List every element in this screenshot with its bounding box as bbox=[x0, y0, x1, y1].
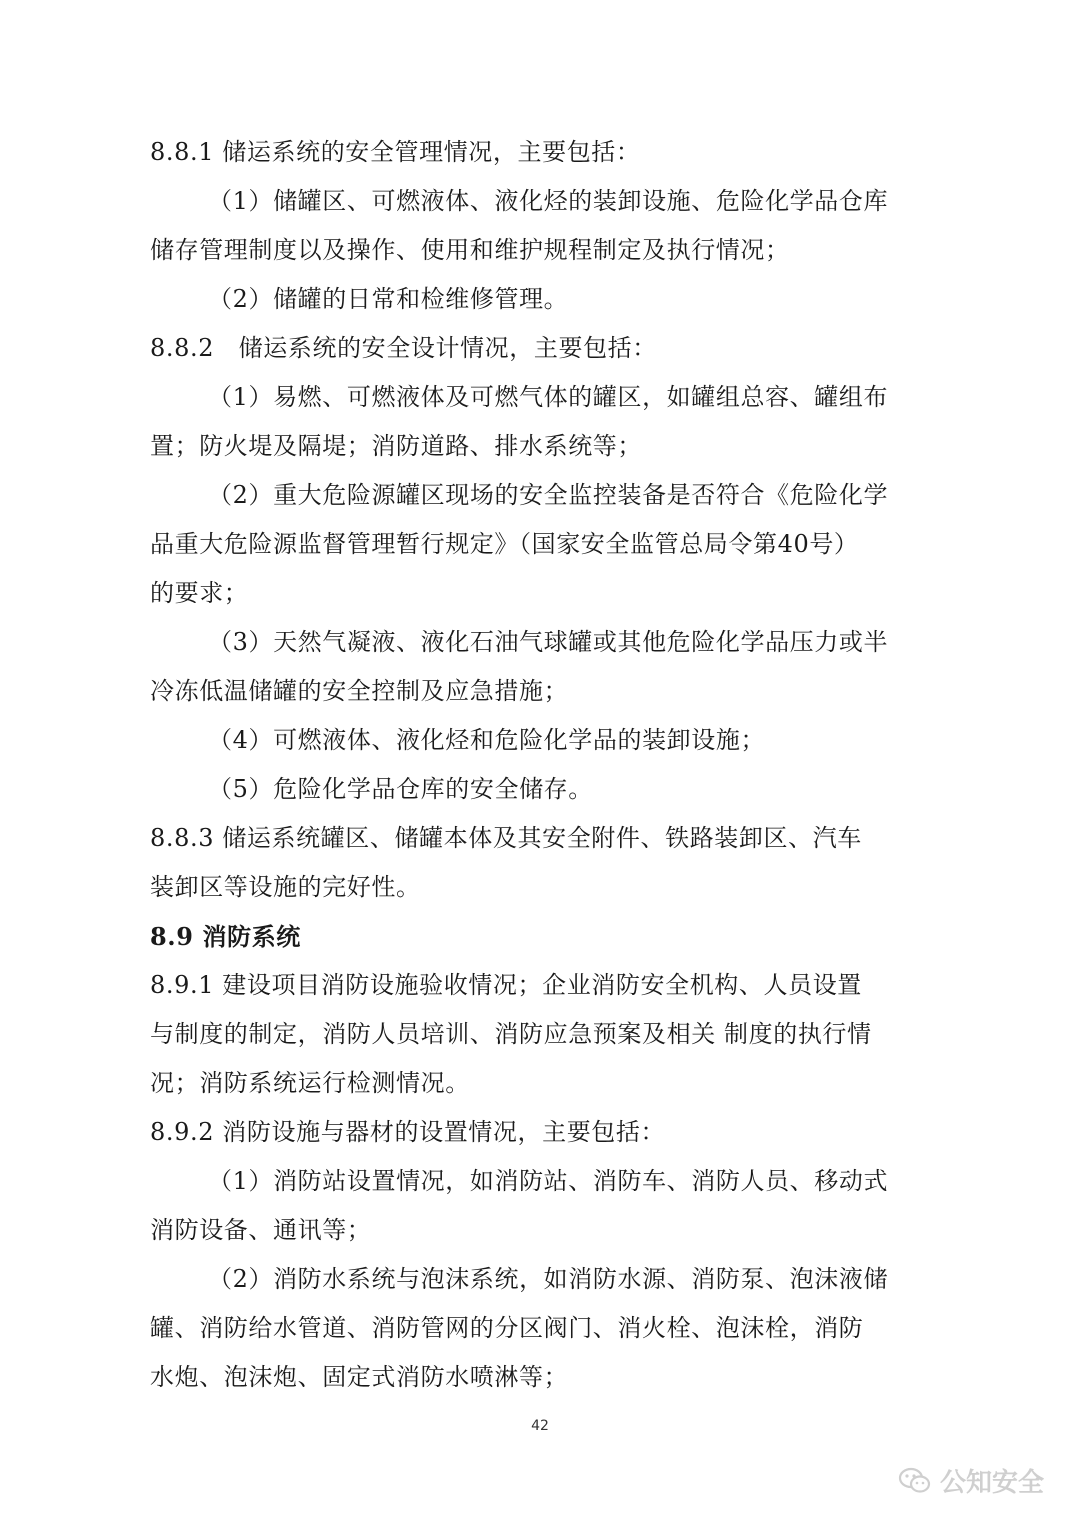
text-line: （4）可燃液体、液化烃和危险化学品的装卸设施； bbox=[208, 726, 766, 754]
text-line: （1）储罐区、可燃液体、液化烃的装卸设施、危险化学品仓库 bbox=[208, 187, 889, 215]
text-line: 况；消防系统运行检测情况。 bbox=[150, 1069, 470, 1097]
wechat-icon bbox=[898, 1466, 932, 1496]
text-line: 的要求； bbox=[150, 579, 249, 607]
text-line: 置；防火堤及隔堤；消防道路、排水系统等； bbox=[150, 432, 642, 460]
watermark bbox=[898, 1462, 1044, 1499]
page-number: 42 bbox=[531, 1418, 549, 1434]
text-line: （5）危险化学品仓库的安全储存。 bbox=[208, 775, 593, 803]
text-line: （3）天然气凝液、液化石油气球罐或其他危险化学品压力或半 bbox=[208, 628, 889, 656]
text-line: 品重大危险源监督管理暂行规定》（国家安全监管总局令第40号） bbox=[150, 530, 859, 558]
text-line: 消防设备、通讯等； bbox=[150, 1216, 372, 1244]
text-line: 8.8.3 储运系统罐区、储罐本体及其安全附件、铁路装卸区、汽车 bbox=[150, 824, 862, 852]
text-line: 8.8.2 储运系统的安全设计情况，主要包括： bbox=[150, 334, 657, 362]
text-line: 水炮、泡沫炮、固定式消防水喷淋等； bbox=[150, 1363, 569, 1391]
text-line: 储存管理制度以及操作、使用和维护规程制定及执行情况； bbox=[150, 236, 790, 264]
text-line: （1）易燃、可燃液体及可燃气体的罐区，如罐组总容、罐组布 bbox=[208, 383, 889, 411]
text-line: 8.8.1 储运系统的安全管理情况，主要包括： bbox=[150, 138, 641, 166]
section-heading: 8.9 消防系统 bbox=[150, 922, 301, 951]
text-line: 罐、消防给水管道、消防管网的分区阀门、消火栓、泡沫栓，消防 bbox=[150, 1314, 864, 1342]
text-line: 8.9.2 消防设施与器材的设置情况，主要包括： bbox=[150, 1118, 666, 1146]
text-line: 装卸区等设施的完好性。 bbox=[150, 873, 421, 901]
text-line: 与制度的制定，消防人员培训、消防应急预案及相关 制度的执行情 bbox=[150, 1020, 872, 1048]
text-line: （2）储罐的日常和检维修管理。 bbox=[208, 285, 569, 313]
watermark-text: 公知安全 bbox=[939, 1468, 1044, 1498]
text-line: 8.9.1 建设项目消防设施验收情况；企业消防安全机构、人员设置 bbox=[150, 971, 862, 999]
text-line: （2）消防水系统与泡沫系统，如消防水源、消防泵、泡沫液储 bbox=[208, 1265, 889, 1293]
text-line: 冷冻低温储罐的安全控制及应急措施； bbox=[150, 677, 569, 705]
document-body bbox=[150, 128, 920, 1402]
text-line: （2）重大危险源罐区现场的安全监控装备是否符合《危险化学 bbox=[208, 481, 889, 509]
text-line: （1）消防站设置情况，如消防站、消防车、消防人员、移动式 bbox=[208, 1167, 889, 1195]
